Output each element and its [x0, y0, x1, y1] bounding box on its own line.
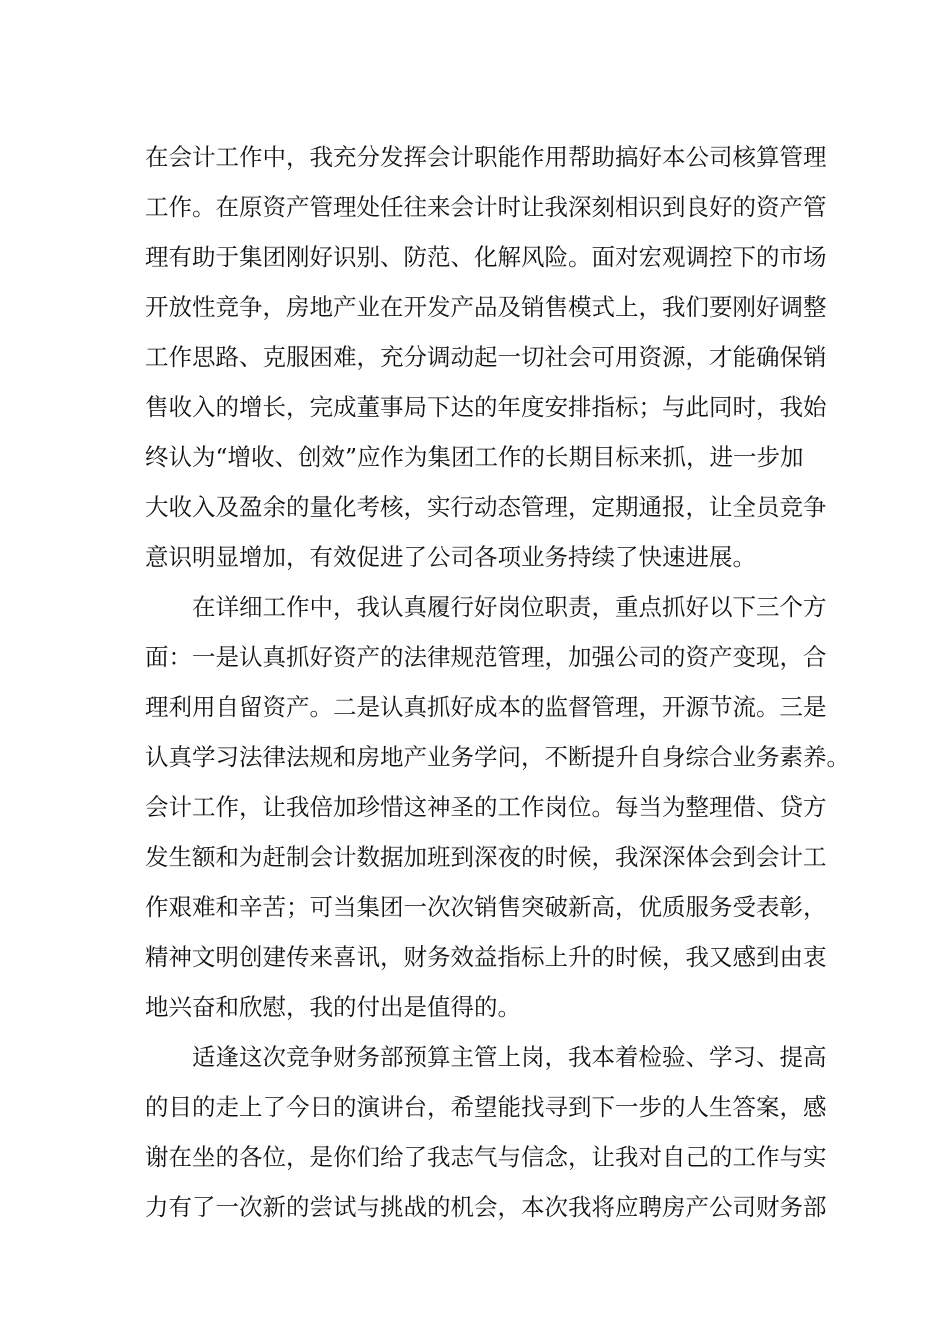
text-line: 理利用自留资产。二是认真抓好成本的监督管理，开源节流。三是 [145, 693, 827, 721]
text-line: 开放性竞争，房地产业在开发产品及销售模式上，我们要刚好调整 [145, 293, 827, 321]
paragraph-2 [145, 582, 850, 1032]
text-line: 面：一是认真抓好资产的法律规范管理，加强公司的资产变现，合 [145, 643, 827, 671]
text-line: 认真学习法律法规和房地产业务学问，不断提升自身综合业务素养。 [145, 743, 850, 771]
text-line: 作艰难和辛苦；可当集团一次次销售突破新高，优质服务受表彰， [145, 893, 827, 921]
text-line: 地兴奋和欣慰，我的付出是值得的。 [145, 993, 521, 1021]
text-line: 终认为“增收、创效”应作为集团工作的长期目标来抓，进一步加 [145, 443, 804, 471]
text-line: 精神文明创建传来喜讯，财务效益指标上升的时候，我又感到由衷 [145, 943, 827, 971]
text-line: 会计工作，让我倍加珍惜这神圣的工作岗位。每当为整理借、贷方 [145, 793, 827, 821]
text-line: 力有了一次新的尝试与挑战的机会，本次我将应聘房产公司财务部 [145, 1193, 827, 1221]
text-line: 工作思路、克服困难，充分调动起一切社会可用资源，才能确保销 [145, 343, 827, 371]
paragraph-1 [145, 132, 827, 582]
text-line: 的目的走上了今日的演讲台，希望能找寻到下一步的人生答案，感 [145, 1093, 827, 1121]
text-line: 理有助于集团刚好识别、防范、化解风险。面对宏观调控下的市场 [145, 243, 827, 271]
document-body [145, 132, 850, 1232]
text-line: 大收入及盈余的量化考核，实行动态管理，定期通报，让全员竞争 [145, 493, 827, 521]
text-line-indented: 在详细工作中，我认真履行好岗位职责，重点抓好以下三个方 [192, 593, 827, 621]
text-line: 谢在坐的各位，是你们给了我志气与信念，让我对自己的工作与实 [145, 1143, 827, 1171]
text-line: 发生额和为赶制会计数据加班到深夜的时候，我深深体会到会计工 [145, 843, 827, 871]
text-line: 在会计工作中，我充分发挥会计职能作用帮助搞好本公司核算管理 [145, 143, 827, 171]
text-line: 意识明显增加，有效促进了公司各项业务持续了快速进展。 [145, 543, 756, 571]
paragraph-3 [145, 1032, 827, 1232]
text-line: 工作。在原资产管理处任往来会计时让我深刻相识到良好的资产管 [145, 193, 827, 221]
text-line: 售收入的增长，完成董事局下达的年度安排指标；与此同时，我始 [145, 393, 827, 421]
text-line-indented: 适逢这次竞争财务部预算主管上岗，我本着检验、学习、提高 [192, 1043, 827, 1071]
